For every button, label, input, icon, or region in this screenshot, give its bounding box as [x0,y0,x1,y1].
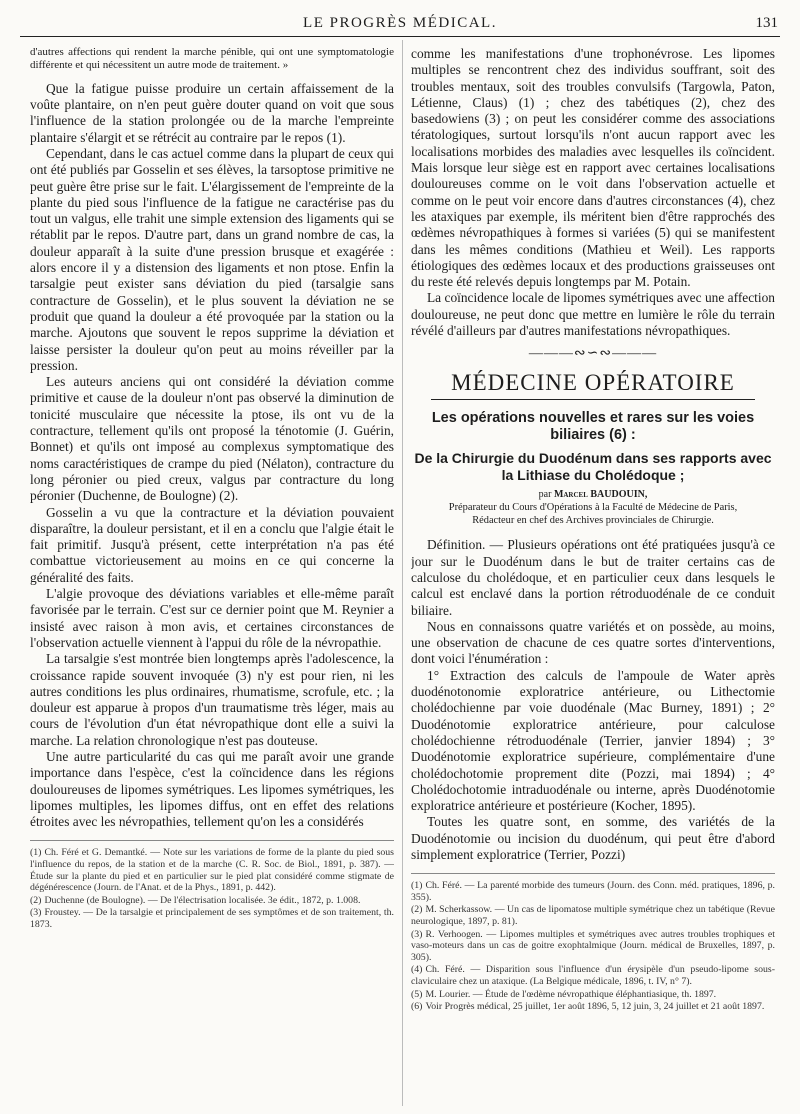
footnotes-left [30,840,394,930]
ornament-divider: ———∾∽∾——— [528,346,658,362]
footnote-number: (1) [411,880,423,892]
body-paragraph: comme les manifestations d'une trophonévrose. Les lipomes multiples se rencontrent chez des individus souffrant, soit des troubles mentaux, soit des troubles convulsifs (Targowla, Paton, Létienne, Claus) (1) ; chez des tabétiques (2), chez des basedowiens (3) ; on peut les considérer comme des associations tératologiques, surtout lorsqu'ils n'ont aucun rapport avec les localisations morbides des maladies avec lesquelles ils coïncident. Mais lorsque leur siège est en rapport avec certaines localisations douloureuses comme on le voit dans l'observation actuelle et comme on le peut voir encore dans d'autres circonstances (4), chez les ataxiques par exemple, ils méritent bien d'être rapprochés des œdèmes névropathiques à formes si variées (5) qui se manifestent dans les mêmes conditions (Mathieu et Weil). Les rapports étiologiques des œdèmes locaux et des productions graisseuses ont du reste été relevés depuis longtemps par M. Potain. [411,46,775,290]
body-paragraph: Toutes les quatre sont, en somme, des variétés de la Duodénotomie ou incision du duodénum, qui peut être d'abord simplement exploratrice (Terrier, Pozzi) [411,814,775,862]
affiliation [411,502,775,527]
body-paragraph: Les auteurs anciens qui ont considéré la déviation comme primitive et cause de la douleur n'ont pas observé la diminution de tonicité musculaire que nécessite la ptose, ils ont vu de la contracture, tellement qu'ils ont proposé la ténotomie (J. Guérin, Bonnet) et qu'ils ont imposé au complexus symptomatique des noms caractéristiques de crampe du pied (Nélaton), contracture du long péronier ou pied creux, valgus par contracture du long péronier (Duchenne, de Boulogne) (2). [30,374,394,504]
article-subtitle: De la Chirurgie du Duodénum dans ses rapports avec la Lithiase du Cholédoque ; [414,450,772,483]
footnote [30,907,394,930]
footnotes-right [411,873,775,1013]
footnote [30,847,394,893]
column-divider [402,40,403,1106]
footnote-text: M. Lourier. — Étude de l'œdème névropathique éléphantiasique, th. 1897. [425,988,717,1000]
section-title: MÉDECINE OPÉRATOIRE [431,370,755,400]
affiliation-line: Rédacteur en chef des Archives provinciales de Chirurgie. [472,514,714,526]
quote-paragraph: d'autres affections qui rendent la marche pénible, qui ont une symptomatologie différente et qui nécessitent un autre mode de traitement. » [30,46,394,72]
footnote-text: Duchenne (de Boulogne). — De l'électrisation localisée. 3e édit., 1872, p. 1.008. [44,894,361,906]
byline-prefix: par [538,489,552,501]
body-paragraph: La tarsalgie s'est montrée bien longtemps après l'adolescence, la croissance rapide souvent invoquée (3) n'y est pour rien, ni les autres conditions les plus ordinaires, rhumatisme, scrofule, etc. ; la douleur est apparue à propos d'un traumatisme très léger, mais au cours de l'évolution d'un état névropathique dont elle a suivi la marche. La relation chronologique n'est pas douteuse. [30,651,394,748]
footnote [411,929,775,964]
footnote-text: Ch. Féré et G. Demantké. — Note sur les variations de forme de la plante du pied sous l'influence du repos, de la station et de la marche (C. R. Soc. de Biol., 1891, p. 387). — Étude sur la plante du pied et en particulier sur le pied plat considéré comme stigmate de dégénérescence (Journ. de l'Anat. et de la Phys., 1891, p. 442). [30,847,394,894]
body-paragraph: Nous en connaissons quatre variétés et on possède, au moins, une observation de chacune de ces quatre sortes d'interventions, dont voici l'énumération : [411,618,775,667]
body-paragraph: L'algie provoque des déviations variables et elle-même paraît favorisée par le terrain. C'est sur ce dernier point que M. Reynier a insisté avec raison à mon avis, et certaines circonstances de l'observation actuelle viennent à l'appui du rôle de la névropathie. [30,586,394,650]
footnote-text: M. Scherkassow. — Un cas de lipomatose multiple symétrique chez un tabétique (Revue neurologique, 1897, p. 81). [411,904,775,928]
footnote-number: (3) [411,928,423,940]
running-title: LE PROGRÈS MÉDICAL. [303,15,497,31]
footnote [411,964,775,987]
footnote-text: Voir Progrès médical, 25 juillet, 1er août 1896, 5, 12 juin, 3, 24 juillet et 21 août 1897. [425,1001,765,1013]
footnote [411,904,775,927]
footnote-number: (4) [411,964,423,976]
body-paragraph: Que la fatigue puisse produire un certain affaissement de la voûte plantaire, on n'en peut guère douter quand on voit que sous l'influence de la station prolongée ou de la marche l'empreinte plantaire s'élargit et se rétrécit au contraire par le repos (1). [30,80,394,145]
footnote-number: (1) [30,847,42,859]
article-title: Les opérations nouvelles et rares sur les voies biliaires (6) : [431,410,755,444]
page-number: 131 [755,15,778,31]
affiliation-line: Préparateur du Cours d'Opérations à la Faculté de Médecine de Paris, [448,502,738,514]
footnote [411,1001,775,1013]
footnote [411,989,775,1001]
body-paragraph: La coïncidence locale de lipomes symétriques avec une affection douloureuse, ne peut donc que mettre en lumière le rôle du terrain révélé d'ailleurs par d'autres manifestations névropathiques. [411,290,775,339]
page-header [20,12,780,37]
footnote-number: (5) [411,988,423,1000]
footnote-number: (2) [411,904,423,916]
author-name: Marcel BAUDOUIN, [553,489,648,501]
footnote-text: Ch. Féré. — La parenté morbide des tumeurs (Journ. des Conn. méd. pratiques, 1896, p. 355). [411,880,775,903]
footnote-text: Froustey. — De la tarsalgie et principalement de ses symptômes et de son traitement, th. 1873. [30,907,394,931]
footnote-text: Ch. Féré. — Disparition sous l'influence d'un érysipèle d'un pseudo-lipome sous-claviculaire chez un ataxique. (La Belgique médicale, 1896, t. IV, n° 7). [411,964,775,988]
body-paragraph: Gosselin a vu que la contracture et la déviation pouvaient disparaître, la douleur persistant, et il en a conclu que l'algie était le fait primitif. Jusqu'à présent, cette interprétation n'a pas été combattue victorieusement au moins en ce qui concerne la généralité des faits. [30,504,394,585]
right-column [411,46,775,1106]
byline [411,489,775,500]
body-paragraph: Une autre particularité du cas qui me paraît avoir une grande importance dans l'espèce, c'est la coïncidence dans les régions douloureuses de lipomes symétriques. Les lipomes symétriques, les lipomes multiples, les lipomes diffus, ont en effet des relations étroites avec les névropathies, tellement qu'on les a considérés [30,748,394,830]
footnote-text: R. Verhoogen. — Lipomes multiples et symétriques avec autres troubles trophiques et vaso-moteurs dans un cas de goitre exophtalmique (Journ. médical de Bruxelles, 1897, p. 305). [411,928,775,963]
body-paragraph: Définition. — Plusieurs opérations ont été pratiquées jusqu'à ce jour sur le Duodénum dans le but de traiter certains cas de calculose du cholédoque, et en particulier ceux dans lesquels le calcul est enclavé dans la portion rétroduodénale de ce conduit biliaire. [411,537,775,618]
left-column [30,46,394,1106]
footnote [30,895,394,907]
body-paragraph: Cependant, dans le cas actuel comme dans la plupart de ceux qui ont été publiés par Gosselin et ses élèves, la tarsoptose primitive ne peut guère être prise sur le fait. L'élargissement de l'empreinte de la plante du pied sous l'influence de la fatigue ne caractérise pas du tout un valgus, elle trahit une simple extension des ligaments qui se rétablit par le repos. D'autre part, dans un grand nombre de cas, la douleur apparaît à la suite d'une pression brusque et exagérée : alors encore il y a distension des ligaments et non ptose. Enfin la tarsalgie peut exister sans déviation du pied (tarsalgie sans contracture de Gosselin), et le plus souvent la déviation ne se produit que quand la douleur a été provoquée par la station ou la marche. Ajoutons que souvent le repos supprime la déviation et laisse persister la douleur qu'on peut au moins réveiller par la pression. [30,146,394,373]
footnote [411,880,775,903]
footnote-number: (3) [30,907,42,919]
footnote-number: (2) [30,894,42,906]
body-paragraph: 1° Extraction des calculs de l'ampoule de Water après duodénotonomie exploratrice antérieure, ou Lithectomie cholédochienne par voie duodénale (Mac Burney, 1891) ; 2° Duodénotomie exploratrice antérieure, pour calculose cholédochienne rétroduodénale (Terrier, janvier 1894) ; 3° Duodénotomie exploratrice supérieure, complémentaire d'une cholédochotomie proprement dite (Pozzi, mai 1894) ; 4° Cholédochotomie intraduodénale ou interne, après Duodénotomie exploratrice antérieure et postérieure (Kocher, 1895). [411,667,775,814]
footnote-number: (6) [411,1001,423,1013]
